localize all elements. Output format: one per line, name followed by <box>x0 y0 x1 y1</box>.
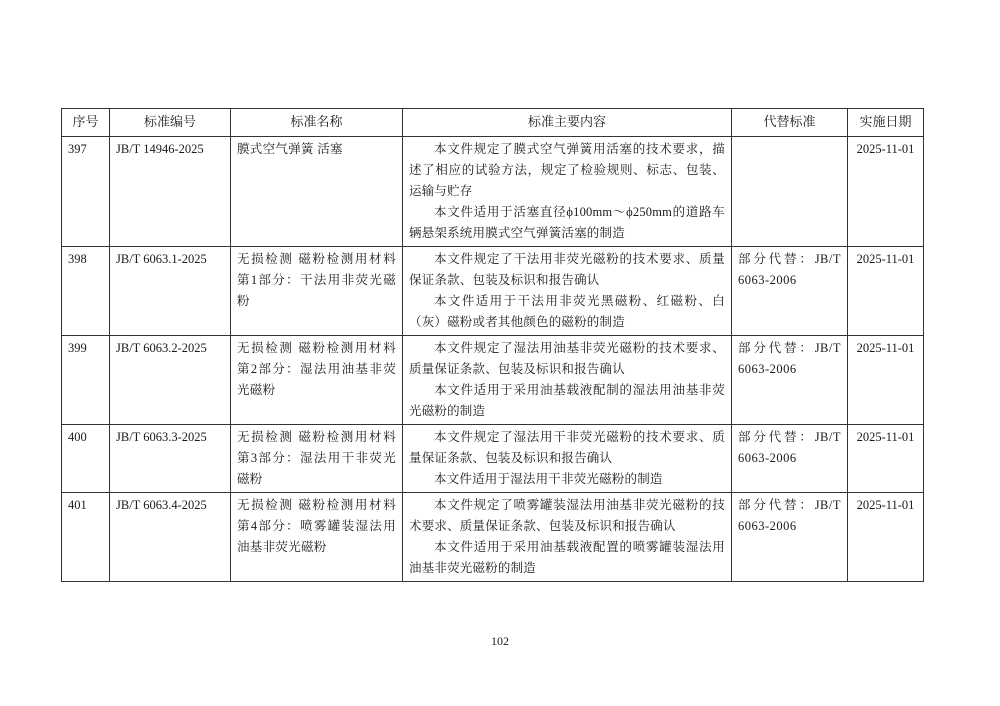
content-paragraph: 本文件规定了湿法用干非荧光磁粉的技术要求、质量保证条款、包装及标识和报告确认 <box>409 430 725 465</box>
standards-table <box>61 108 924 582</box>
row-standard-name: 无损检测 磁粉检测用材料 第4部分：喷雾罐装湿法用油基非荧光磁粉 <box>231 493 403 582</box>
table-row <box>62 493 924 582</box>
row-standard-code: JB/T 6063.1-2025 <box>110 247 231 336</box>
table-row <box>62 247 924 336</box>
row-main-content <box>403 336 732 425</box>
content-paragraph: 本文件规定了喷雾罐装湿法用油基非荧光磁粉的技术要求、质量保证条款、包装及标识和报告确认 <box>409 498 725 533</box>
row-serial-number: 400 <box>62 425 110 493</box>
content-paragraph: 本文件适用于采用油基载液配置的喷雾罐装湿法用油基非荧光磁粉的制造 <box>409 540 725 575</box>
content-paragraph: 本文件规定了湿法用油基非荧光磁粉的技术要求、质量保证条款、包装及标识和报告确认 <box>409 341 725 376</box>
table-header-row <box>62 109 924 137</box>
content-paragraph: 本文件规定了膜式空气弹簧用活塞的技术要求，描述了相应的试验方法，规定了检验规则、标志、包装、运输与贮存 <box>409 142 725 198</box>
content-paragraph: 本文件适用于干法用非荧光黑磁粉、红磁粉、白（灰）磁粉或者其他颜色的磁粉的制造 <box>409 294 725 329</box>
header-replaced-standard: 代替标准 <box>732 109 848 137</box>
content-paragraph: 本文件适用于采用油基载液配制的湿法用油基非荧光磁粉的制造 <box>409 383 725 418</box>
row-standard-name: 无损检测 磁粉检测用材料 第3部分：湿法用干非荧光磁粉 <box>231 425 403 493</box>
row-replaced-standard: 部分代替：JB/T 6063-2006 <box>732 336 848 425</box>
row-main-content <box>403 247 732 336</box>
row-effective-date: 2025-11-01 <box>848 425 924 493</box>
row-main-content <box>403 425 732 493</box>
row-serial-number: 399 <box>62 336 110 425</box>
content-paragraph: 本文件规定了干法用非荧光磁粉的技术要求、质量保证条款、包装及标识和报告确认 <box>409 252 725 287</box>
row-standard-name: 膜式空气弹簧 活塞 <box>231 137 403 247</box>
header-effective-date: 实施日期 <box>848 109 924 137</box>
row-serial-number: 397 <box>62 137 110 247</box>
row-standard-code: JB/T 6063.3-2025 <box>110 425 231 493</box>
row-replaced-standard <box>732 137 848 247</box>
header-serial-number: 序号 <box>62 109 110 137</box>
row-replaced-standard: 部分代替：JB/T 6063-2006 <box>732 247 848 336</box>
header-main-content: 标准主要内容 <box>403 109 732 137</box>
row-standard-code: JB/T 6063.2-2025 <box>110 336 231 425</box>
row-main-content <box>403 493 732 582</box>
row-effective-date: 2025-11-01 <box>848 336 924 425</box>
row-effective-date: 2025-11-01 <box>848 493 924 582</box>
row-serial-number: 398 <box>62 247 110 336</box>
page-number: 102 <box>491 634 509 648</box>
row-replaced-standard: 部分代替：JB/T 6063-2006 <box>732 493 848 582</box>
table-row <box>62 137 924 247</box>
content-paragraph: 本文件适用于湿法用干非荧光磁粉的制造 <box>434 472 663 486</box>
row-serial-number: 401 <box>62 493 110 582</box>
row-effective-date: 2025-11-01 <box>848 137 924 247</box>
row-standard-code: JB/T 14946-2025 <box>110 137 231 247</box>
content-paragraph: 本文件适用于活塞直径ϕ100mm～ϕ250mm的道路车辆悬架系统用膜式空气弹簧活塞的制造 <box>409 205 725 240</box>
header-standard-name: 标准名称 <box>231 109 403 137</box>
table-row <box>62 425 924 493</box>
row-standard-code: JB/T 6063.4-2025 <box>110 493 231 582</box>
header-standard-code: 标准编号 <box>110 109 231 137</box>
table-row <box>62 336 924 425</box>
row-main-content <box>403 137 732 247</box>
row-replaced-standard: 部分代替：JB/T 6063-2006 <box>732 425 848 493</box>
row-standard-name: 无损检测 磁粉检测用材料 第2部分：湿法用油基非荧光磁粉 <box>231 336 403 425</box>
row-effective-date: 2025-11-01 <box>848 247 924 336</box>
row-standard-name: 无损检测 磁粉检测用材料 第1部分：干法用非荧光磁粉 <box>231 247 403 336</box>
